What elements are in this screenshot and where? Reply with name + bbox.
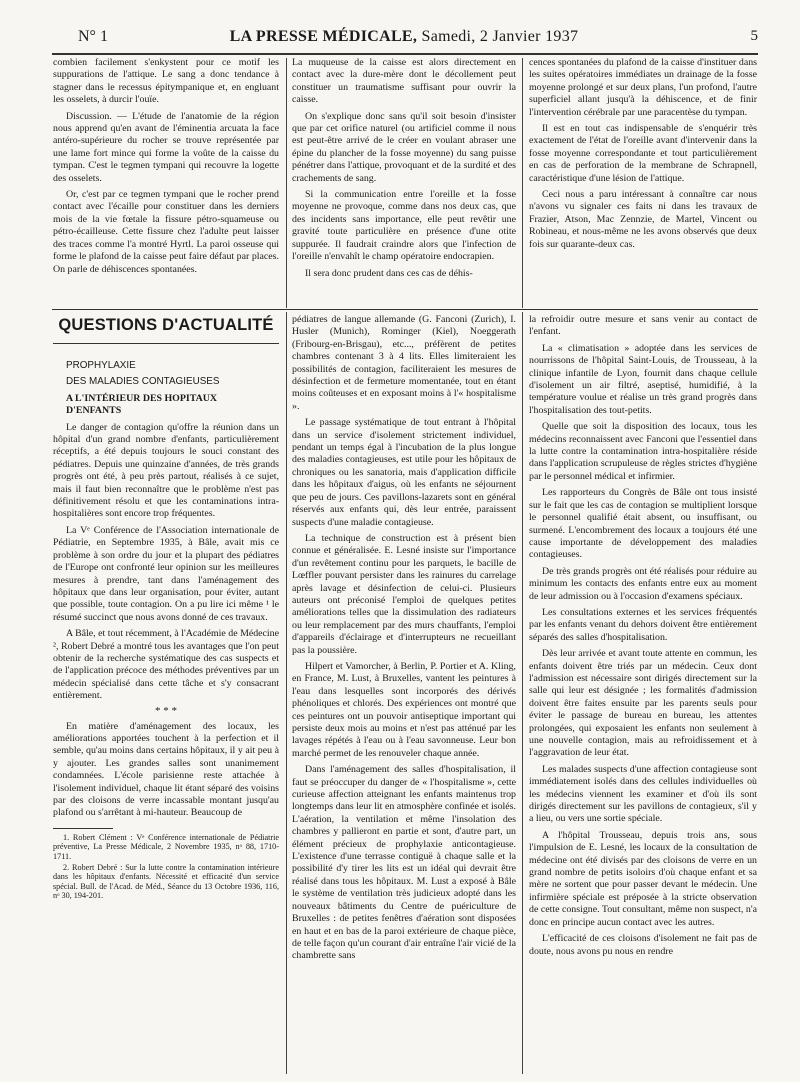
- column-rule: [522, 312, 523, 1074]
- paragraph: L'efficacité de ces cloisons d'isolement ne fait pas de doute, nous avons pu nous en rendre: [529, 933, 757, 957]
- header-rule: [52, 53, 758, 55]
- column-rule: [522, 58, 523, 308]
- paragraph: A Bâle, et tout récemment, à l'Académie de Médecine ², Robert Debré a montré tous les avantages que l'on peut obtenir de la recherche systématique des cas suspects et de l'application précoce des méthodes préventives par un médecin spécialisé dans cette tâche et s'y consacrant entièrement.: [53, 628, 279, 702]
- article-subtitle-line-1: A L'INTÉRIEUR DES HOPITAUX: [66, 392, 217, 404]
- paragraph: Si la communication entre l'oreille et la fosse moyenne ne provoque, comme dans nos deux cas, que des incidents sans importance, elle peut revêtir une gravité toute particulière en présence d'une otite suppurée. Il faudrait craindre alors que l'infection de l'oreille n'envahît le champ opératoire endocrapien.: [292, 189, 516, 263]
- paragraph: Les malades suspects d'une affection contagieuse sont immédiatement isolés dans des cellules individuelles où les médecins viennent les examiner et d'où ils sont dirigés directement sur les pavillons de contagieux, s'il y a lieu, ou vers une sortie spéciale.: [529, 763, 757, 825]
- paragraph: Il sera donc prudent dans ces cas de déhis-: [305, 267, 473, 279]
- paragraph: Le danger de contagion qu'offre la réunion dans un hôpital d'un grand nombre d'enfants, particulièrement réceptifs, a été depuis toujours le souci constant des pédiatres. Depuis une quinzaine d'années, de très grands progrès ont été, à peu près partout, réalisés à ce sujet, mais il faut bien reconnaître que le problème n'est pas définitivement résolu et que les contaminations intra-hospitalières sont encore trop fréquentes.: [53, 421, 279, 520]
- paragraph: La muqueuse de la caisse est alors directement en contact avec la dure-mère dont le décollement peut constituer un traumatisme suffisant pour ouvrir la caisse.: [292, 57, 516, 106]
- paragraph: Les consultations externes et les services fréquentés par les enfants venant du dehors doivent être entièrement séparés des salles d'hospitalisation.: [529, 606, 757, 643]
- paragraph: Hilpert et Vamorcher, à Berlin, P. Portier et A. Kling, en France, M. Lust, à Bruxelles, vantent les peintures à l'eau dans lesquelles sont incorporés des dérivés phénoliques et chlorés. Des expériences ont montré que ces peintures ont un pouvoir antiseptique important qui persiste deux mois au moins et n'est pas atténué par les lavages répétés à l'eau ou à l'eau savonneuse. Leur bon marché permet de les renouveler chaque année.: [292, 660, 516, 759]
- top-article-col-2: [292, 57, 516, 302]
- paragraph: Les rapporteurs du Congrès de Bâle ont tous insisté sur le fait que les cas de contagion se multiplient lorsque le personnel qualifié était absent, ou insuffisant, ou surmené. L'encombrement des locaux a toujours été une cause importante de développement des maladies contagieuses.: [529, 487, 757, 561]
- paragraph: pédiatres de langue allemande (G. Fanconi (Zurich), I. Husler (Munich), Rominger (Kiel), Noeggerath (Fribourg-en-Brisgau), etc..., préfèrent de petites chambres contenant 3 à 4 lits. Elles limiteraient les possibilités de contagion, faciliteraient les mesures de désinfection et de fermeture momentanée, tout en étant moins coûteuses et en exposant moins à l'« hospitalisme ».: [292, 314, 516, 412]
- article-subtitle-line-2: D'ENFANTS: [66, 405, 122, 417]
- heading-rule: [53, 343, 279, 344]
- paragraph: Il est en tout cas indispensable de s'enquérir très exactement de l'état de l'oreille avant d'intervenir dans la fosse moyenne correspondante et tout particulièrement en cas de perforation de la membrane de Schrapnell, caractéristique d'une lésion de l'attique.: [529, 123, 757, 184]
- paragraph: Discussion. — L'étude de l'anatomie de la région nous apprend qu'en avant de l'éminentia arcuata la face antéro-supérieure du rocher se trouve représentée par une lame fort mince qui forme la voûte de la caisse du tympan. C'est le tegmen tympani qui recouvre la logette des osselets.: [53, 110, 279, 184]
- paragraph: On s'explique donc sans qu'il soit besoin d'insister que par cet orifice naturel (ou artificiel comme il nous est peut-être arrivé de le créer en voulant abraser une épine du plancher de la fosse moyenne) du sang puisse pénétrer dans l'attique, provoquant et de la surdité et des crachements de sang.: [292, 110, 516, 184]
- paragraph: Or, c'est par ce tegmen tympani que le rocher prend contact avec l'écaille pour constituer dans les derniers mois de la vie fœtale la fissure pétro-squameuse ou pétro-écailleuse. Cette fissure chez l'adulte peut laisser des traces comme l'a montré Hyrtl. La paroi osseuse qui forme le plafond de la caisse peut faire défaut par places. On parle de déhiscences spontanées.: [53, 189, 279, 275]
- issue-number: N° 1: [78, 28, 108, 45]
- page-number: 5: [750, 28, 758, 44]
- section-stars: * * *: [155, 704, 177, 717]
- paragraph: Quelle que soit la disposition des locaux, tous les médecins reconnaissent avec Fanconi que l'essentiel dans la lutte contre la contamination intra-hospitalière réside dans l'application scrupuleuse de règles strictes d'hygiène par le personnel médical et infirmier.: [529, 421, 757, 482]
- issue-date: Samedi, 2 Janvier 1937: [421, 28, 579, 45]
- section-rule: [52, 309, 758, 310]
- top-article-col-3: [529, 57, 757, 302]
- header-center: [50, 28, 758, 46]
- paragraph: A l'hôpital Trousseau, depuis trois ans, sous l'impulsion de E. Lesné, les locaux de la consultation de médecine ont été divisés par des cloisons de verre en un grand nombre de petits isoloirs d'où chaque enfant et sa mère ne sortent que pour passer devant le médecin. Une infirmière spéciale est préposée à la stricte observation de cette consigne. Tout consultant, même non suspect, n'a donc en principe aucun contact avec les autres.: [529, 829, 757, 928]
- questions-col-3: [529, 314, 757, 1074]
- questions-col-2: [292, 314, 516, 1074]
- article-title-line-2: DES MALADIES CONTAGIEUSES: [66, 376, 220, 388]
- paragraph: Ceci nous a paru intéressant à connaître car nous n'avons vu signaler ces faits ni dans les travaux de Frazier, Atson, Mac Zennzie, de Martel, Vincent ou Robineau, et nous-même ne les avons observés que deux fois sur quarante-deux cas.: [529, 189, 757, 250]
- paragraph: cences spontanées du plafond de la caisse d'instituer dans les suites opératoires immédiates un drainage de la fosse moyenne prolongé et sur deux plans, l'un profond, l'autre superficiel allant jusqu'à la déhiscence, et de finir l'intervention cérébrale par une paracentèse du tympan.: [529, 57, 757, 118]
- paragraph: La « climatisation » adoptée dans les services de nourrissons de l'hôpital Saint-Louis, de Trousseau, à la clinique infantile de Lyon, fournit dans chaque cellule d'isolement un air filtré, aseptisé, humidifié, à la température voulue et réalise un très grand progrès dans l'hospitalisation des tout-petits.: [529, 342, 757, 416]
- section-heading: QUESTIONS D'ACTUALITÉ: [58, 316, 274, 334]
- journal-title: LA PRESSE MÉDICALE,: [229, 28, 418, 45]
- column-rule: [286, 58, 287, 308]
- paragraph: De très grands progrès ont été réalisés pour réduire au minimum les contacts des enfants entre eux au moment de leur admission ou à l'occasion d'examens spéciaux.: [529, 565, 757, 602]
- paragraph: Dès leur arrivée et avant toute attente en commun, les enfants doivent être triés par un médecin. Ceux dont l'admission est nécessaire sont dirigés directement sur la salle qui leur est désignée ; les formalités d'admission doivent être faites ensuite par les parents seuls pour éviter le passage de bureau en bureau, les attentes prolongées, qui exposaient les enfants non seulement à une nouvelle contagion, mais au refroidissement et à l'aggravation de leur état.: [529, 648, 757, 759]
- footnote-1: 1. Robert Clément : Vᵉ Conférence internationale de Pédiatrie préventive, La Presse Médicale, 2 Novembre 1935, nᵒ 88, 1710-1711.: [53, 832, 279, 861]
- footnote-rule: [53, 828, 113, 829]
- top-article-col-1: [53, 57, 279, 302]
- running-header: [50, 28, 758, 50]
- paragraph: combien facilement s'enkystent pour ce motif les suppurations de l'attique. Le sang a donc tendance à stagner dans le recessus épitympanique et, en engluant les osselets, à durcir l'ouïe.: [53, 57, 279, 106]
- paragraph: En matière d'aménagement des locaux, les améliorations apportées touchent à la perfection et il semble, qu'au moins dans certains hôpitaux, il y ait peu à y ajouter. Les grandes salles sont unanimement condamnées. L'école parisienne reste attachée à l'isolement individuel, chaque lit étant séparé des voisins par des cloisons de verre incassable montant jusqu'au plafond ou s'arrêtant à mi-hauteur. Beaucoup de: [53, 720, 279, 819]
- paragraph: La technique de construction est à présent bien connue et généralisée. E. Lesné insiste sur l'importance d'un revêtement continu pour les parquets, le bacille de Lœffler pouvant persister dans les rainures du carrelage après lavage et désinfection de celui-ci. Plusieurs auteurs ont préconisé l'emploi de quelques petites améliorations telles que la dissimulation des radiateurs ou leur remplacement par des murs chauffants, l'emploi d'appareils d'éclairage et d'interrupteurs ne recueillant pas la poussière.: [292, 532, 516, 656]
- column-rule: [286, 312, 287, 1074]
- questions-col-1: [53, 314, 279, 1074]
- article-title-line-1: PROPHYLAXIE: [66, 360, 136, 371]
- paragraph: Dans l'aménagement des salles d'hospitalisation, il faut se préoccuper du danger de « l'hospitalisme », cette curieuse affection atteignant les enfants maintenus trop longtemps dans leur lit en atmosphère confinée et isolés. L'aération, la ventilation et même l'insolation des chambres y pallieront en partie et sont, d'autre part, un élément précieux de prophylaxie anticontagieuse. L'existence d'une terrasse contiguë à chaque salle et la possibilité d'y tirer les lits est un idéal qui devrait être réalisé dans tous les hôpitaux. M. Lust a exposé à Bâle le système de ventilation très judicieux adopté dans les nouveaux bâtiments du Centre de puériculture de Bruxelles : de petites fenêtres d'aération sont disposées en haut et en bas de la paroi extérieure de chaque pièce, de telle façon qu'un courant d'air entraîne l'air vicié de la chambrette sans: [292, 764, 516, 962]
- paragraph: la refroidir outre mesure et sans venir au contact de l'enfant.: [529, 314, 757, 338]
- footnote-2: 2. Robert Debré : Sur la lutte contre la contamination intérieure dans les hôpitaux d'enfants. Nécessité et efficacité d'un service spécial. Bull. de l'Acad. de Méd., Séance du 13 Octobre 1936, 116, nᵒ 30, 194-201.: [53, 862, 279, 901]
- paragraph: La Vᵉ Conférence de l'Association internationale de Pédiatrie, en Septembre 1935, à Bâle, avait mis ce problème à son ordre du jour et la plupart des pédiatres de l'Europe ont confronté leur opinion sur les meilleures mesures à prendre, tant dans l'aménagement des hôpitaux que dans leur organisation, pour éviter, autant que possible, toute contagion. On a pu lire ici même ¹ le résumé succinct que nous avons donné de ces travaux.: [53, 524, 279, 623]
- paragraph: Le passage systématique de tout entrant à l'hôpital dans un service d'isolement strictement individuel, pendant un temps égal à l'incubation de la plus longue des maladies contagieuses, est utile pour les hôpitaux de chroniques ou les sanatoria, mais d'application difficile dans les hôpitaux d'aigus, où les enfants ne séjournent que peu de jours. Ces pavillons-lazarets sont en général réservés aux enfants qui, dès leur entrée, paraissent suspects d'une maladie contagieuse.: [292, 417, 516, 528]
